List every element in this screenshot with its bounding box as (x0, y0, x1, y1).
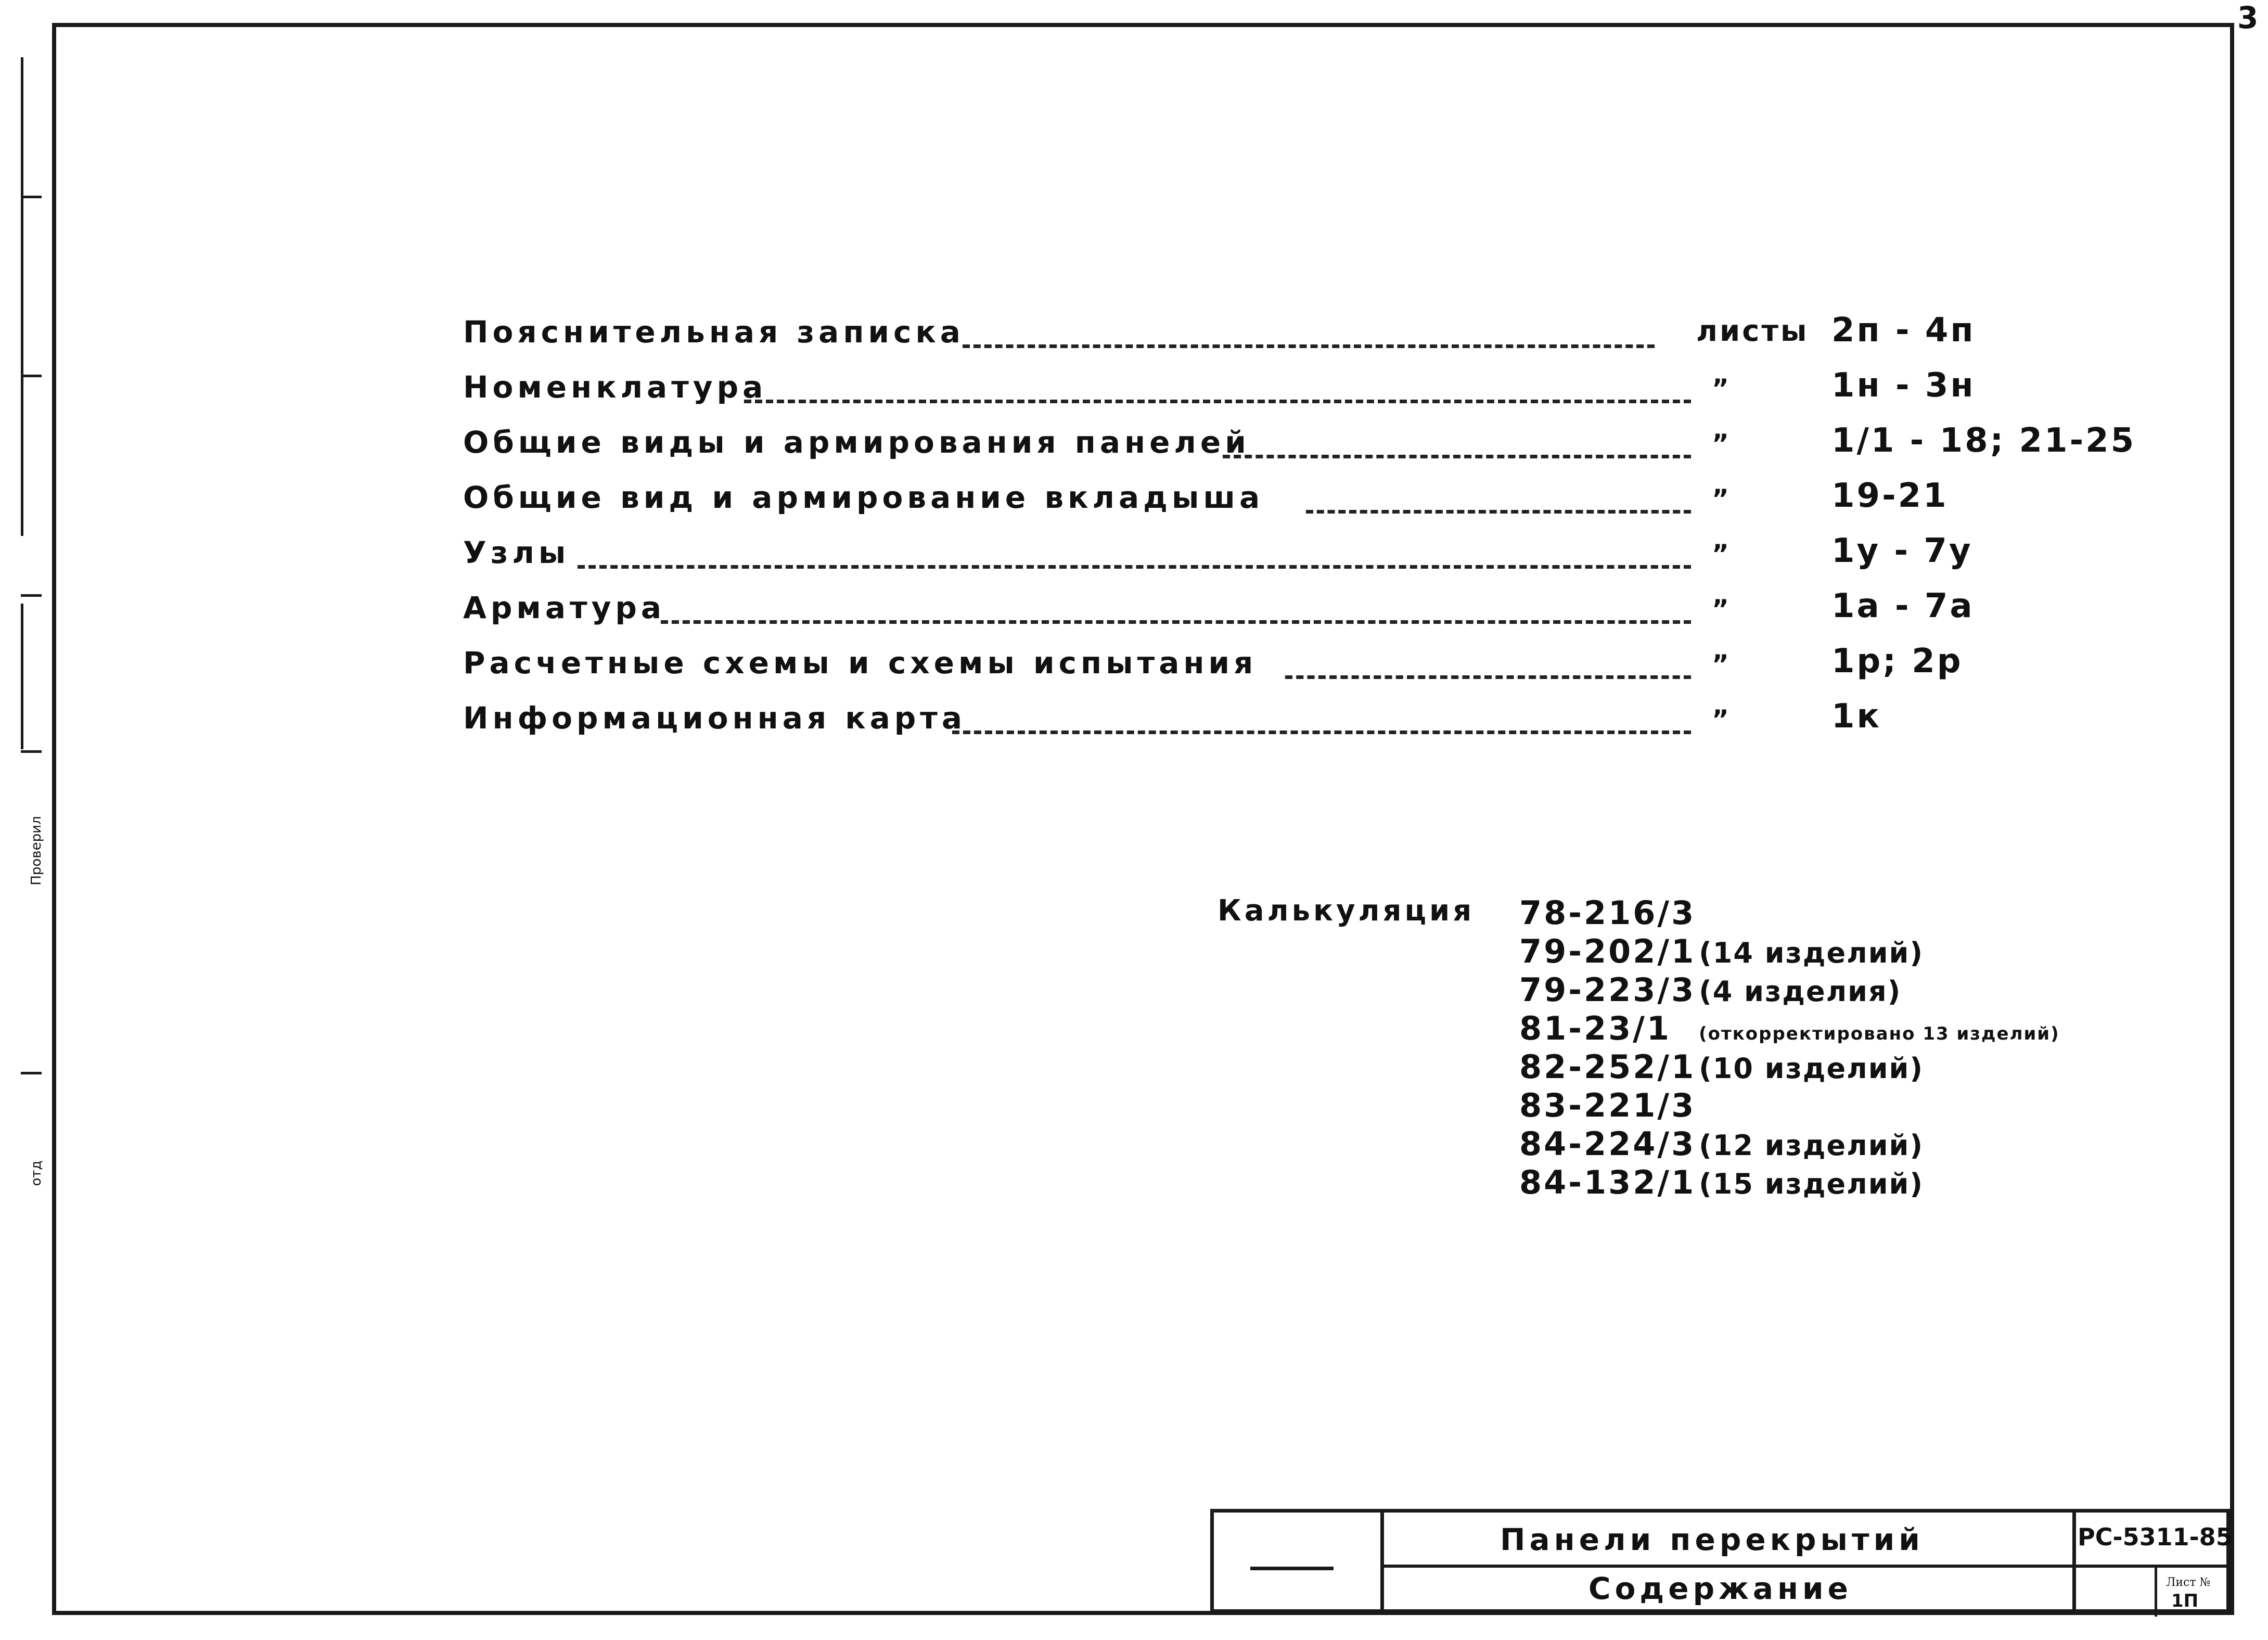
calculation-list (1519, 894, 2060, 1202)
toc-row-pages: 1а - 7а (1831, 587, 1975, 625)
calculation-code: 84-132/1 (1519, 1163, 1696, 1201)
calculation-code: 83-221/3 (1519, 1086, 1696, 1124)
toc-row-title: Узлы (463, 535, 570, 570)
calculation-note: (14 изделий) (1699, 937, 1924, 969)
toc-leader-line (578, 565, 1691, 569)
calculation-item (1519, 1125, 2060, 1163)
department-label: отд (29, 1160, 44, 1186)
margin-line (21, 604, 23, 749)
frame-border-left (52, 23, 56, 1615)
calculation-code: 82-252/1 (1519, 1048, 1696, 1086)
sheets-label: листы (1696, 314, 1809, 348)
binding-margin (21, 42, 52, 1551)
calculation-item (1519, 1048, 2060, 1086)
toc-row (463, 638, 2128, 693)
title-block (1210, 1509, 2233, 1613)
toc-row-pages: 2п - 4п (1831, 311, 1976, 350)
calculation-item (1519, 971, 2060, 1009)
toc-row-pages: 1р; 2р (1831, 642, 1963, 681)
toc-row (463, 472, 2128, 528)
toc-row-pages: 1н - 3н (1831, 366, 1976, 405)
title-block-divider (1380, 1513, 1384, 1609)
calculation-note: (12 изделий) (1699, 1129, 1924, 1162)
calculation-note: (15 изделий) (1699, 1168, 1924, 1200)
frame-border-top (52, 23, 2232, 27)
toc-row-title: Информационная карта (463, 700, 967, 736)
margin-tick (21, 375, 42, 377)
toc-row (463, 362, 2128, 417)
toc-leader-line (952, 731, 1691, 734)
toc-row (463, 417, 2136, 472)
calculation-code: 84-224/3 (1519, 1125, 1696, 1163)
toc-leader-line (1285, 675, 1691, 679)
sheet-value: 1П (2171, 1591, 2199, 1611)
toc-ditto-mark: ” (1712, 429, 1729, 459)
calculation-item (1519, 1009, 2060, 1048)
toc-row (463, 583, 2128, 638)
sheet-label: Лист № (2166, 1576, 2211, 1589)
calculation-note: (откорректировано 13 изделий) (1699, 1023, 2060, 1044)
toc-row-title: Пояснительная записка (463, 314, 965, 350)
margin-tick (21, 196, 42, 198)
margin-tick (21, 594, 42, 597)
frame-border-right (2230, 23, 2234, 1615)
document-subtitle: Содержание (1588, 1571, 1853, 1606)
toc-row-pages: 19-21 (1831, 477, 1949, 515)
toc-row-title: Арматура (463, 590, 666, 625)
calculation-label: Калькуляция (1218, 894, 1475, 928)
document-title: Панели перекрытий (1500, 1522, 1924, 1557)
toc-row-title: Общие вид и армирование вкладыша (463, 480, 1264, 515)
toc-leader-line (963, 344, 1655, 348)
toc-row-title: Номенклатура (463, 369, 767, 405)
calculation-item (1519, 1163, 2060, 1202)
calculation-item (1519, 1086, 2060, 1125)
document-code: РС-5311-85 (2078, 1523, 2233, 1551)
title-block-divider (2155, 1565, 2157, 1617)
toc-row-pages: 1/1 - 18; 21-25 (1831, 421, 2136, 460)
toc-ditto-mark: ” (1712, 649, 1729, 680)
calculation-item (1519, 894, 2060, 932)
checked-by-label: Проверил (29, 816, 44, 886)
toc-ditto-mark: ” (1712, 484, 1729, 514)
calculation-code: 81-23/1 (1519, 1009, 1672, 1047)
toc-ditto-mark: ” (1712, 374, 1729, 404)
sheet-number: 3 (2237, 0, 2259, 35)
title-block-divider (1380, 1565, 2230, 1568)
toc-row-pages: 1у - 7у (1831, 532, 1973, 570)
calculation-item (1519, 932, 2060, 971)
margin-tick (21, 750, 42, 753)
toc-row-title: Расчетные схемы и схемы испытания (463, 645, 1258, 681)
title-block-dash (1250, 1567, 1334, 1570)
calculation-code: 78-216/3 (1519, 894, 1696, 932)
margin-line (21, 57, 23, 536)
toc-row-pages: 1к (1831, 697, 1881, 736)
margin-tick (21, 1072, 42, 1074)
toc-row (463, 693, 2128, 748)
table-of-contents (463, 307, 2136, 748)
toc-row (463, 307, 2128, 362)
calculation-code: 79-202/1 (1519, 932, 1696, 970)
calculation-note: (10 изделий) (1699, 1052, 1924, 1085)
toc-ditto-mark: ” (1712, 594, 1729, 624)
toc-ditto-mark: ” (1712, 704, 1729, 735)
toc-leader-line (1223, 455, 1691, 458)
toc-row (463, 528, 2128, 583)
toc-leader-line (661, 620, 1691, 624)
toc-ditto-mark: ” (1712, 539, 1729, 569)
calculation-code: 79-223/3 (1519, 971, 1696, 1009)
toc-leader-line (744, 400, 1691, 403)
toc-row-title: Общие виды и армирования панелей (463, 425, 1250, 460)
toc-leader-line (1306, 510, 1691, 514)
title-block-divider (2072, 1513, 2076, 1609)
calculation-note: (4 изделия) (1699, 975, 1902, 1008)
